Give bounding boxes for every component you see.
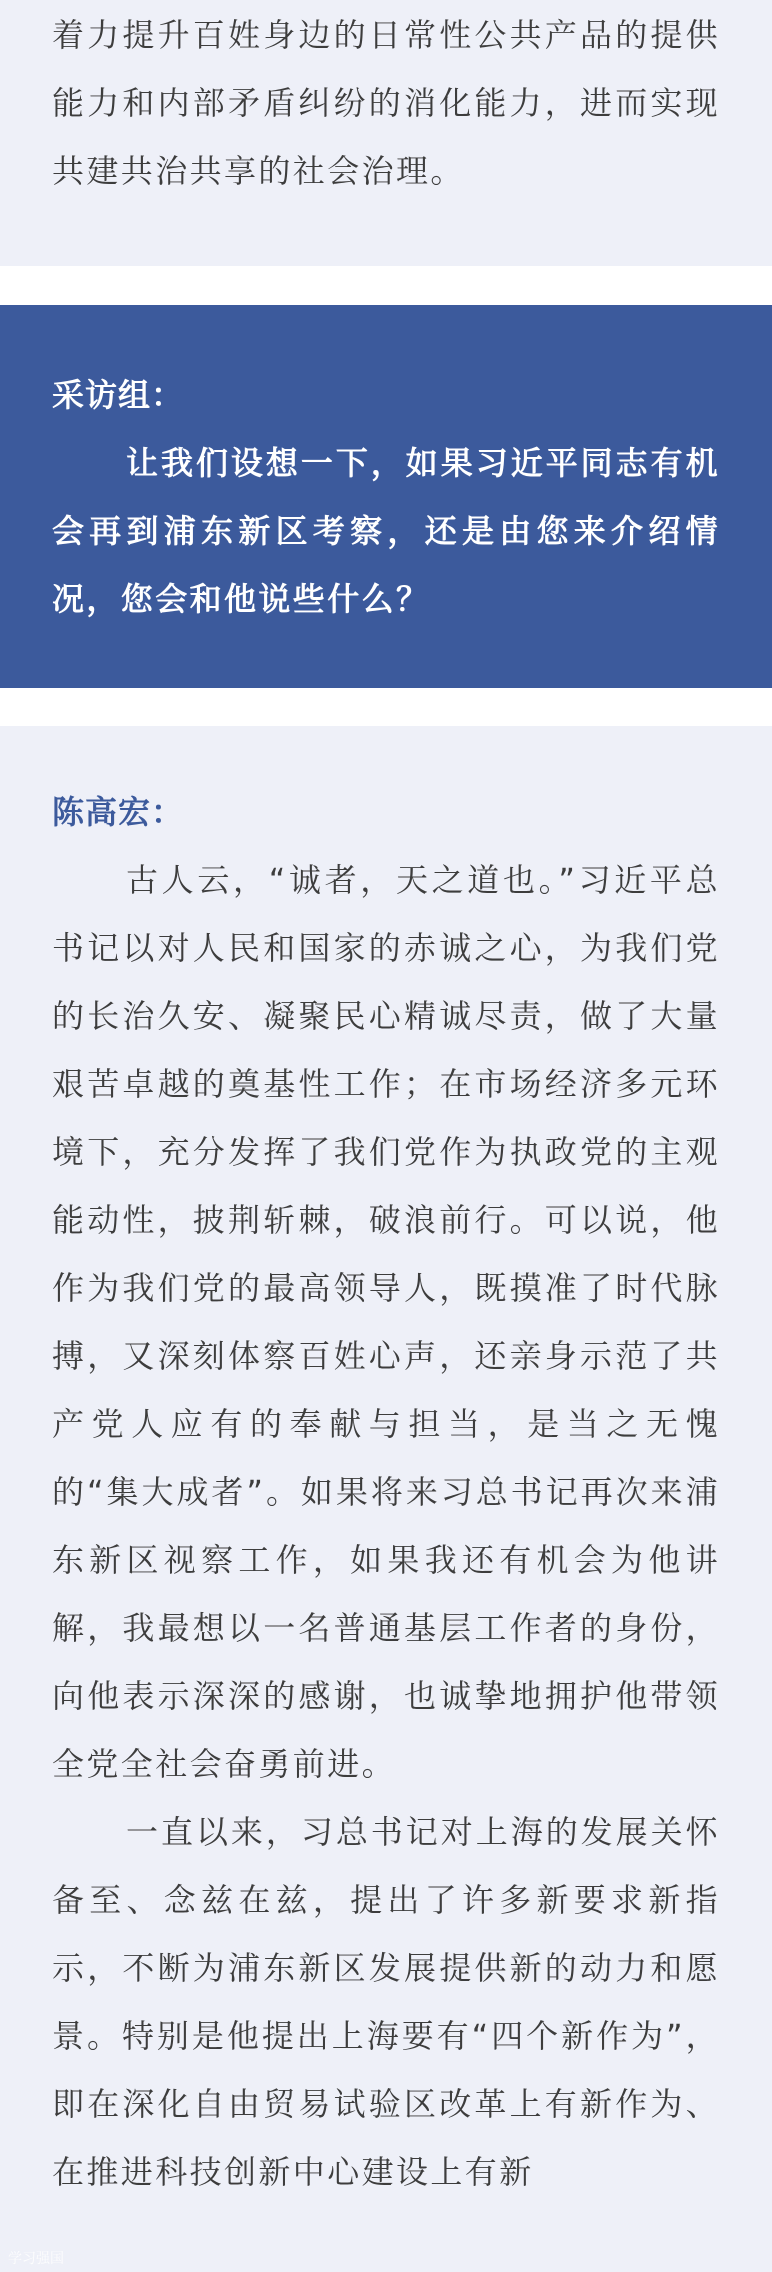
answer-paragraph-2: 一直以来，习总书记对上海的发展关怀备至、念兹在兹，提出了许多新要求新指示，不断为浦东新区发展提供新的动力和愿景。特别是他提出上海要有“四个新作为”，即在深化自由贸易试验区改革上有新作为、在推进科技创新中心建设上有新 — [52, 1813, 720, 2191]
answer-speaker: 陈高宏： — [52, 793, 185, 831]
top-paragraph: 着力提升百姓身边的日常性公共产品的提供能力和内部矛盾纠纷的消化能力，进而实现共建共治共享的社会治理。 — [52, 16, 720, 190]
watermark-logo: 学习强国 — [8, 2251, 64, 2267]
answer-block — [0, 726, 772, 2272]
question-text: 让我们设想一下，如果习近平同志有机会再到浦东新区考察，还是由您来介绍情况，您会和他说些什么？ — [52, 444, 720, 618]
question-block — [0, 305, 772, 688]
top-text-block — [0, 0, 772, 266]
answer-paragraph-1: 古人云，“诚者，天之道也。”习近平总书记以对人民和国家的赤诚之心，为我们党的长治久安、凝聚民心精诚尽责，做了大量艰苦卓越的奠基性工作；在市场经济多元环境下，充分发挥了我们党作为执政党的主观能动性，披荆斩棘，破浪前行。可以说，他作为我们党的最高领导人，既摸准了时代脉搏，又深刻体察百姓心声，还亲身示范了共产党人应有的奉献与担当，是当之无愧的“集大成者”。如果将来习总书记再次来浦东新区视察工作，如果我还有机会为他讲解，我最想以一名普通基层工作者的身份，向他表示深深的感谢，也诚挚地拥护他带领全党全社会奋勇前进。 — [52, 861, 720, 1783]
question-speaker: 采访组： — [52, 376, 185, 414]
